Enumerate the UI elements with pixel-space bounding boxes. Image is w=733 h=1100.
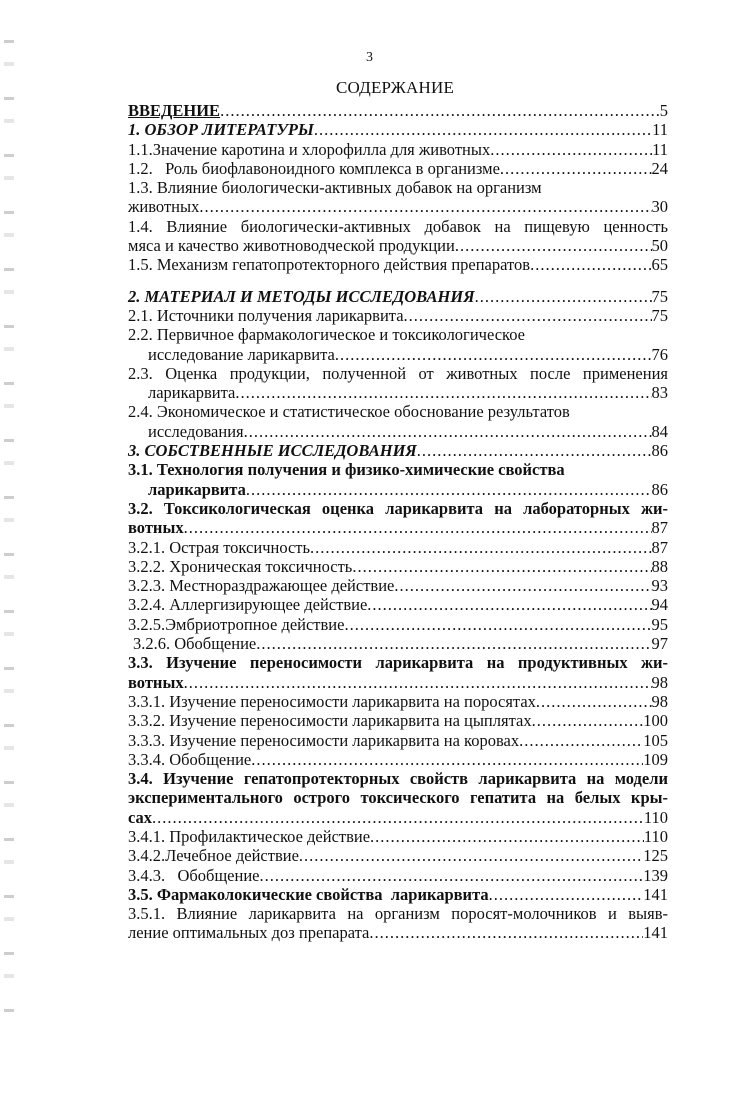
toc-entry bbox=[128, 140, 668, 159]
toc-entry bbox=[128, 236, 668, 255]
toc-entry-title: 3.3.2. Изучение переносимости ларикарвита на цыплятах bbox=[128, 711, 532, 731]
toc-entry-title: 3.4.1. Профилактическое действие bbox=[128, 826, 371, 846]
toc-entry bbox=[128, 615, 668, 634]
toc-entry-title: 1. ОБЗОР ЛИТЕРАТУРЫ bbox=[128, 120, 314, 140]
toc-entry-title: 3.2.4. Аллергизирующее действие bbox=[128, 595, 368, 615]
toc-entry-page: 139 bbox=[643, 865, 668, 885]
toc-entry-title: ларикарвита bbox=[148, 383, 236, 403]
leader-dots bbox=[152, 808, 644, 827]
leader-dots bbox=[184, 673, 652, 692]
toc-entry-title: 3.5. Фармаколокические свойства ларикарвита bbox=[128, 884, 489, 904]
toc-entry bbox=[128, 364, 668, 383]
toc-entry bbox=[128, 750, 668, 769]
toc-entry bbox=[128, 402, 668, 421]
toc-entry bbox=[128, 885, 668, 904]
leader-dots bbox=[184, 518, 652, 537]
toc-entry-title: 1.2. Роль биофлавоноидного комплекса в организме bbox=[128, 158, 500, 178]
toc-entry-page: 24 bbox=[651, 158, 668, 178]
toc-entry-title: ление оптимальных доз препарата bbox=[128, 923, 370, 943]
toc-entry-page: 83 bbox=[651, 383, 668, 403]
toc-entry-title: 2.2. Первичное фармакологическое и токсикологическое bbox=[128, 325, 525, 345]
toc-entry bbox=[128, 846, 668, 865]
toc-entry bbox=[128, 518, 668, 537]
toc-entry bbox=[128, 178, 668, 197]
leader-dots bbox=[344, 615, 651, 634]
toc-entry-page: 100 bbox=[643, 711, 668, 731]
toc-entry bbox=[128, 422, 668, 441]
leader-dots bbox=[500, 159, 652, 178]
page-title: СОДЕРЖАНИЕ bbox=[336, 78, 455, 97]
leader-dots bbox=[417, 441, 652, 460]
leader-dots bbox=[246, 480, 652, 499]
leader-dots bbox=[352, 557, 651, 576]
table-of-contents bbox=[128, 101, 668, 943]
toc-entry-title: 3.5.1. Влияние ларикарвита на организм поросят-молочников и выяв- bbox=[128, 904, 668, 924]
leader-dots bbox=[490, 140, 652, 159]
toc-entry-title: 3.4.3. Обобщение bbox=[128, 865, 260, 885]
toc-entry bbox=[128, 345, 668, 364]
toc-entry bbox=[128, 866, 668, 885]
toc-entry bbox=[128, 499, 668, 518]
leader-dots bbox=[367, 595, 651, 614]
toc-entry-page: 75 bbox=[651, 305, 668, 325]
toc-entry-title: 3. СОБСТВЕННЫЕ ИССЛЕДОВАНИЯ bbox=[128, 441, 417, 461]
toc-entry bbox=[128, 383, 668, 402]
toc-entry-page: 11 bbox=[652, 120, 668, 140]
toc-entry-page: 141 bbox=[643, 923, 668, 943]
toc-entry-page: 50 bbox=[651, 236, 668, 256]
toc-entry-title: 1.5. Механизм гепатопротекторного действия препаратов bbox=[128, 255, 531, 275]
toc-entry-title: 1.4. Влияние биологически-активных добавок на пищевую ценность bbox=[128, 216, 668, 236]
toc-entry-page: 93 bbox=[651, 576, 668, 596]
toc-entry-title: животных bbox=[128, 197, 200, 217]
toc-entry-page: 87 bbox=[651, 537, 668, 557]
toc-entry-title: 3.2.1. Острая токсичность bbox=[128, 537, 311, 557]
toc-entry-title: 3.3. Изучение переносимости ларикарвита на продуктивных жи- bbox=[128, 653, 668, 673]
toc-entry-page: 88 bbox=[651, 556, 668, 576]
leader-dots bbox=[244, 422, 652, 441]
toc-entry bbox=[128, 120, 668, 139]
toc-entry-title: исследования bbox=[148, 421, 244, 441]
toc-entry-title: 3.2.3. Местнораздражающее действие bbox=[128, 576, 395, 596]
toc-entry bbox=[128, 460, 668, 479]
scan-edge-marks bbox=[4, 40, 14, 1020]
toc-entry-page: 75 bbox=[651, 286, 668, 306]
toc-entry bbox=[128, 788, 668, 807]
leader-dots bbox=[220, 101, 660, 120]
toc-entry-title: 2. МАТЕРИАЛ И МЕТОДЫ ИССЛЕДОВАНИЯ bbox=[128, 286, 475, 306]
toc-entry-page: 110 bbox=[643, 807, 668, 827]
leader-dots bbox=[519, 731, 643, 750]
leader-dots bbox=[536, 692, 652, 711]
toc-entry-title: исследование ларикарвита bbox=[148, 344, 335, 364]
toc-entry bbox=[128, 441, 668, 460]
toc-entry bbox=[128, 692, 668, 711]
toc-entry-title: 2.3. Оценка продукции, полученной от животных после применения bbox=[128, 363, 668, 383]
toc-entry-title: 1.3. Влияние биологически-активных добавок на организм bbox=[128, 178, 542, 198]
leader-dots bbox=[404, 306, 652, 325]
toc-entry-title: 2.1. Источники получения ларикарвита bbox=[128, 305, 404, 325]
leader-dots bbox=[251, 750, 643, 769]
toc-entry bbox=[128, 101, 668, 120]
toc-entry-title: 3.3.4. Обобщение bbox=[128, 749, 252, 769]
toc-entry-page: 141 bbox=[643, 884, 668, 904]
leader-dots bbox=[530, 255, 651, 274]
toc-entry bbox=[128, 217, 668, 236]
toc-entry-title: 1.1.Значение каротина и хлорофилла для животных bbox=[128, 139, 491, 159]
toc-entry bbox=[128, 923, 668, 942]
toc-entry-page: 109 bbox=[643, 749, 668, 769]
leader-dots bbox=[199, 197, 651, 216]
toc-entry-title: 3.3.1. Изучение переносимости ларикарвита на поросятах bbox=[128, 691, 536, 711]
toc-entry-page: 86 bbox=[651, 441, 668, 461]
toc-entry bbox=[128, 538, 668, 557]
toc-entry-page: 97 bbox=[651, 634, 668, 654]
toc-entry-title: ВВЕДЕНИЕ bbox=[128, 101, 221, 120]
toc-entry-page: 84 bbox=[651, 421, 668, 441]
toc-entry bbox=[128, 904, 668, 923]
page-number: 3 bbox=[366, 50, 373, 65]
toc-entry bbox=[128, 595, 668, 614]
toc-entry-title: 3.3.3. Изучение переносимости ларикарвита на коровах bbox=[128, 730, 520, 750]
toc-entry-page: 87 bbox=[651, 518, 668, 538]
toc-entry-title: 3.2.6. Обобщение bbox=[133, 634, 257, 654]
leader-dots bbox=[532, 711, 644, 730]
toc-entry bbox=[128, 159, 668, 178]
leader-dots bbox=[394, 576, 651, 595]
toc-entry bbox=[128, 287, 668, 306]
leader-dots bbox=[475, 287, 652, 306]
leader-dots bbox=[369, 923, 643, 942]
leader-dots bbox=[370, 827, 644, 846]
toc-entry-page: 105 bbox=[643, 730, 668, 750]
toc-entry-title: 3.2. Токсикологическая оценка ларикарвита на лабораторных жи- bbox=[128, 498, 668, 518]
toc-entry-title: 3.4. Изучение гепатопротекторных свойств ларикарвита на модели bbox=[128, 769, 668, 789]
toc-entry-title: мяса и качество животноводческой продукции bbox=[128, 236, 455, 256]
leader-dots bbox=[310, 538, 651, 557]
toc-entry bbox=[128, 653, 668, 672]
toc-entry-page: 65 bbox=[651, 255, 668, 275]
toc-entry-title: 3.2.2. Хроническая токсичность bbox=[128, 556, 353, 576]
toc-entry-page: 76 bbox=[651, 344, 668, 364]
toc-entry bbox=[128, 576, 668, 595]
toc-entry-page: 110 bbox=[643, 826, 668, 846]
toc-entry bbox=[128, 306, 668, 325]
leader-dots bbox=[455, 236, 652, 255]
toc-entry-title: 3.2.5.Эмбриотропное действие bbox=[128, 614, 345, 634]
toc-entry-title: сах bbox=[128, 807, 153, 827]
toc-entry-page: 5 bbox=[659, 101, 668, 120]
toc-entry bbox=[128, 711, 668, 730]
toc-entry bbox=[128, 731, 668, 750]
leader-dots bbox=[235, 383, 651, 402]
leader-dots bbox=[259, 866, 643, 885]
toc-entry-title: 3.4.2.Лечебное действие bbox=[128, 846, 299, 866]
toc-entry bbox=[128, 808, 668, 827]
toc-entry bbox=[128, 673, 668, 692]
leader-dots bbox=[314, 120, 652, 139]
toc-entry-title: экспериментального острого токсического гепатита на белых кры- bbox=[128, 788, 668, 808]
leader-dots bbox=[489, 885, 644, 904]
toc-entry bbox=[128, 480, 668, 499]
toc-entry-page: 98 bbox=[651, 691, 668, 711]
leader-dots bbox=[299, 846, 643, 865]
toc-entry-page: 98 bbox=[651, 672, 668, 692]
toc-entry-page: 125 bbox=[643, 846, 668, 866]
toc-entry bbox=[128, 197, 668, 216]
toc-entry bbox=[128, 634, 668, 653]
leader-dots bbox=[335, 345, 652, 364]
toc-entry bbox=[128, 769, 668, 788]
toc-entry-page: 94 bbox=[651, 595, 668, 615]
toc-entry bbox=[128, 827, 668, 846]
toc-entry-page: 95 bbox=[651, 614, 668, 634]
toc-entry-page: 11 bbox=[652, 139, 668, 159]
toc-entry-title: 3.1. Технология получения и физико-химические свойства bbox=[128, 460, 565, 480]
toc-entry-title: 2.4. Экономическое и статистическое обоснование результатов bbox=[128, 402, 570, 422]
leader-dots bbox=[256, 634, 651, 653]
toc-entry bbox=[128, 325, 668, 344]
toc-entry-page: 86 bbox=[651, 479, 668, 499]
toc-entry-title: вотных bbox=[128, 672, 184, 692]
toc-entry bbox=[128, 255, 668, 274]
toc-entry bbox=[128, 557, 668, 576]
toc-entry-title: вотных bbox=[128, 518, 184, 538]
toc-entry-title: ларикарвита bbox=[148, 479, 246, 499]
toc-entry-page: 30 bbox=[651, 197, 668, 217]
